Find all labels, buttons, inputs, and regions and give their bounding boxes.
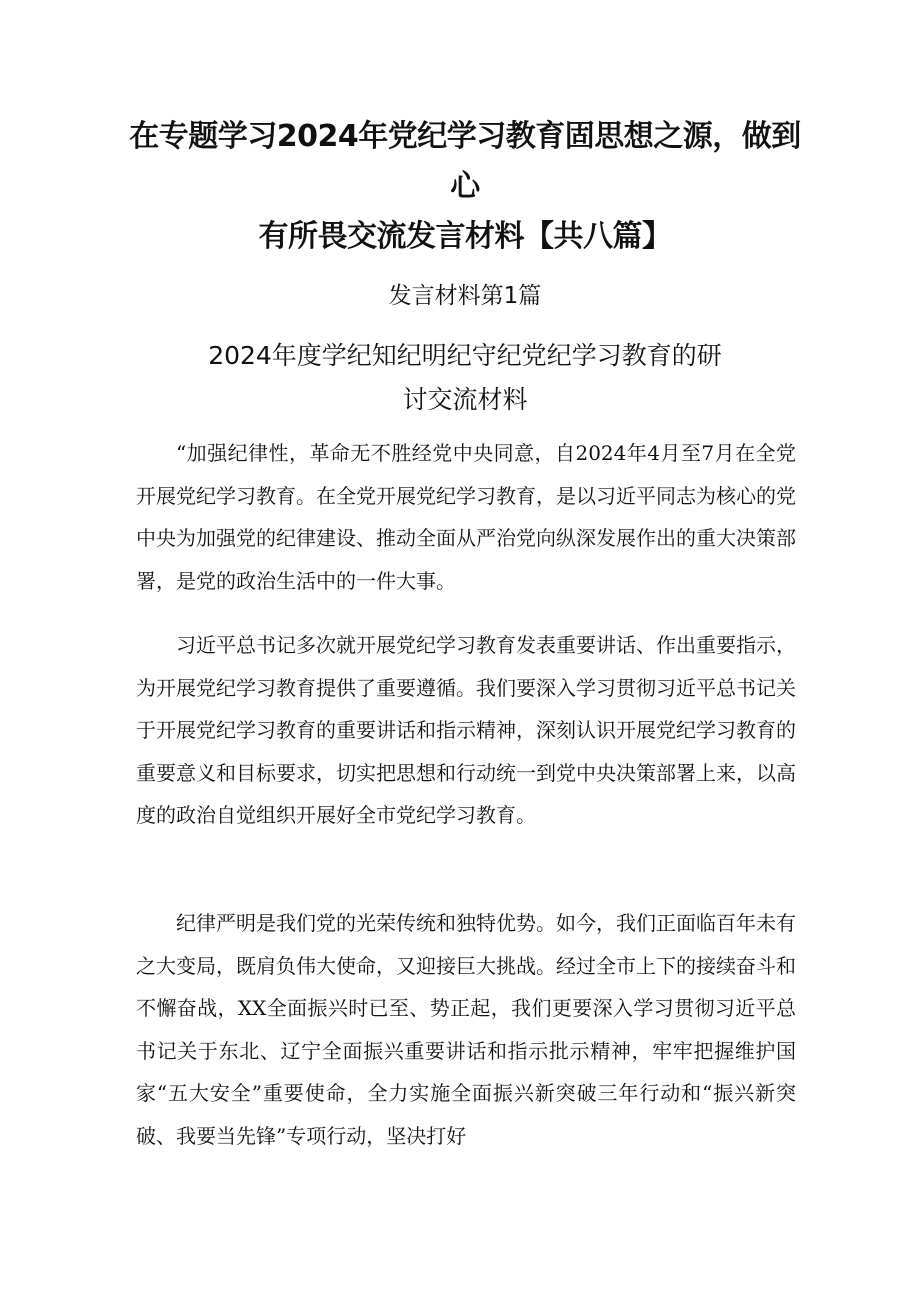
section-heading — [120, 334, 810, 422]
section-heading-line-1: 2024年度学纪知纪明纪守纪党纪学习教育的研 — [208, 341, 722, 370]
document-title-line-2: 有所畏交流发言材料【共八篇】 — [258, 219, 672, 254]
document-title — [120, 112, 810, 262]
body-paragraph: “加强纪律性，革命无不胜经党中央同意，自2024年4月至7月在全党开展党纪学习教育。在全党开展党纪学习教育，是以习近平同志为核心的党中央为加强党的纪律建设、推动全面从严治党向纵深发展作出的重大决策部署，是党的政治生活中的一件大事。 — [136, 441, 796, 593]
body-paragraph: 习近平总书记多次就开展党纪学习教育发表重要讲话、作出重要指示，为开展党纪学习教育提供了重要遵循。我们要深入学习贯彻习近平总书记关于开展党纪学习教育的重要讲话和指示精神，深刻认识开展党纪学习教育的重要意义和目标要求，切实把思想和行动统一到党中央决策部署上来，以高度的政治自觉组织开展好全市党纪学习教育。 — [136, 633, 796, 827]
document-title-line-1: 在专题学习2024年党纪学习教育固思想之源，做到心 — [129, 119, 801, 204]
body-paragraph: 纪律严明是我们党的光荣传统和独特优势。如今，我们正面临百年未有之大变局，既肩负伟大使命，又迎接巨大挑战。经过全市上下的接续奋斗和不懈奋战，XX全面振兴时已至、势正起，我们更要深入学习贯彻习近平总书记关于东北、辽宁全面振兴重要讲话和指示批示精神，牢牢把握维护国家“五大安全”重要使命，全力实施全面振兴新突破三年行动和“振兴新突破、我要当先锋”专项行动，坚决打好 — [136, 911, 796, 1148]
section-label: 发言材料第1篇 — [388, 283, 542, 309]
section-heading-line-2: 讨交流材料 — [402, 385, 528, 414]
